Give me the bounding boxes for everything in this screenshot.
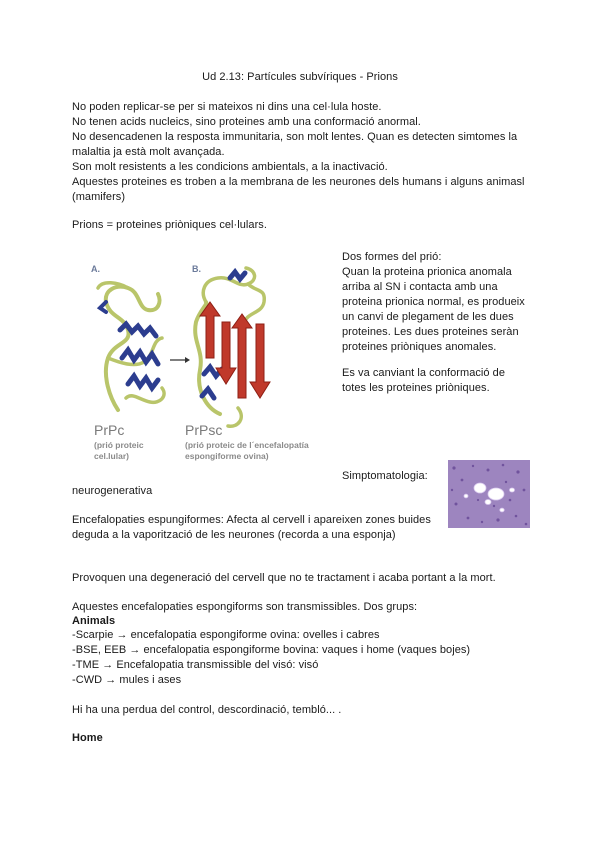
prion-structure-figure — [88, 258, 338, 473]
transmissibles-line: Aquestes encefalopaties espongiforms son transmissibles. Dos grups: — [72, 601, 418, 613]
prpc-desc-2: cel.lular) — [94, 451, 129, 461]
intro-line: Son molt resistents a les condicions ambientals, a la inactivació. — [72, 161, 388, 173]
symptoms-label: Simptomatologia: — [342, 470, 428, 482]
prpsc-desc-1: (prió proteic de l´encefalopatía — [185, 440, 309, 450]
intro-line: No tenen acids nucleics, sino proteines amb una conformació anormal. — [72, 116, 421, 128]
side-text-line: proteines. Les dues proteines seràn — [342, 326, 519, 338]
intro-line: (mamifers) — [72, 191, 126, 203]
prpsc-desc-2: espongiforme ovina) — [185, 451, 269, 461]
side-text-line: proteines priòniques anomales. — [342, 341, 497, 353]
side-text-line: arriba al SN i contacta amb una — [342, 281, 498, 293]
perdua-line: Hi ha una perdua del control, descordinació, tembló... . — [72, 704, 342, 716]
side-text-line: un canvi de plegament de les dues — [342, 311, 514, 323]
encefalopaties-line: Encefalopaties espungiformes: Afecta al cervell i apareixen zones buides — [72, 514, 431, 526]
side-text-line: proteina prionica normal, es produeix — [342, 296, 525, 308]
animals-item: -TME → Encefalopatia transmissible del visó: visó — [72, 659, 319, 671]
side-text-line: totes les proteines priòniques. — [342, 382, 490, 394]
prpc-desc-1: (prió proteic — [94, 440, 144, 450]
intro-line: No desencadenen la resposta immunitaria, son molt lentes. Quan es detecten simtomes la — [72, 131, 518, 143]
brain-tissue-micrograph — [448, 460, 530, 528]
prpsc-title: PrPsc — [185, 422, 223, 438]
intro-line: Aquestes proteines es troben a la membrana de les neurones dels humans i alguns animasl — [72, 176, 525, 188]
figure-label-b: B. — [192, 264, 201, 274]
neurodegenerative-label: neurogenerativa — [72, 485, 153, 497]
animals-item: -BSE, EEB → encefalopatia espongiforme bovina: vaques i home (vaques bojes) — [72, 644, 471, 656]
animals-heading: Animals — [72, 615, 116, 627]
figure-label-a: A. — [91, 264, 100, 274]
prions-definition: Prions = proteines priòniques cel·lulars. — [72, 219, 267, 231]
home-heading: Home — [72, 732, 103, 744]
side-text-line: Es va canviant la conformació de — [342, 367, 506, 379]
prpc-structure — [98, 283, 164, 410]
side-text-line: Quan la proteina prionica anomala — [342, 266, 512, 278]
animals-item: -CWD → mules i ases — [72, 674, 182, 686]
intro-line: No poden replicar-se per si mateixos ni dins una cel·lula hoste. — [72, 101, 382, 113]
page-title: Ud 2.13: Partícules subvíriques - Prions — [202, 71, 398, 83]
encefalopaties-line: deguda a la vaporització de les neurones (recorda a una esponja) — [72, 529, 396, 541]
beta-strands — [200, 302, 270, 398]
degeneracio-line: Provoquen una degeneració del cervell que no te tractament i acaba portant a la mort. — [72, 572, 496, 584]
side-text-line: Dos formes del prió: — [342, 251, 442, 263]
prpc-title: PrPc — [94, 422, 125, 438]
intro-line: malaltia ja està molt avançada. — [72, 146, 225, 158]
animals-item: -Scarpie → encefalopatia espongiforme ovina: ovelles i cabres — [72, 629, 380, 641]
